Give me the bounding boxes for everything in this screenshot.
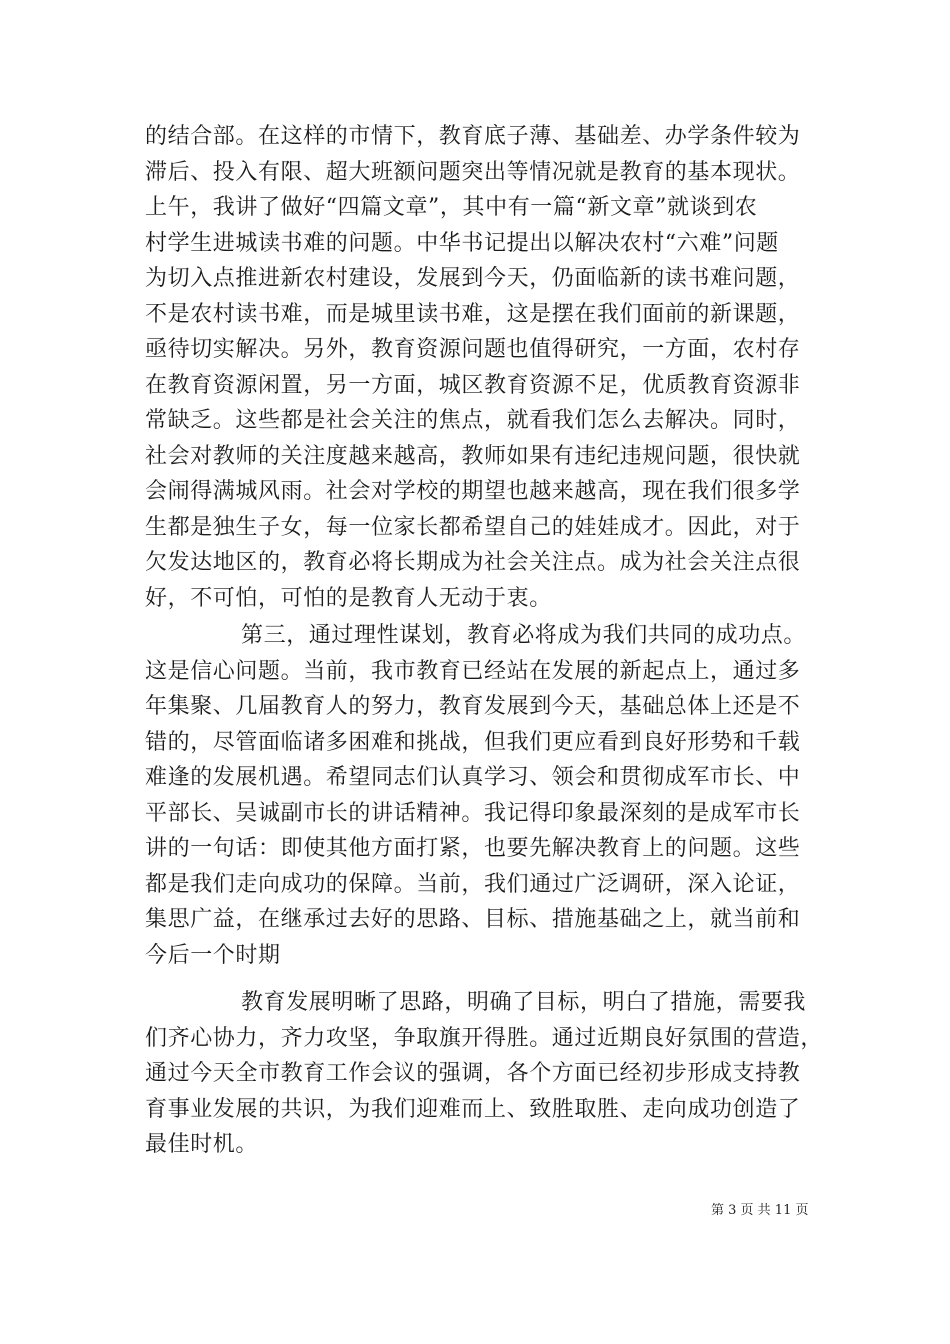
text-line: 错的，尽管面临诸多困难和挑战，但我们更应看到良好形势和千载 [145, 729, 801, 755]
text-line: 上午，我讲了做好“四篇文章”，其中有一篇“新文章”就谈到农 [145, 195, 758, 220]
text-line: 村学生进城读书难的问题。中华书记提出以解决农村“六难”问题 [145, 230, 779, 256]
text-line: 的结合部。在这样的市情下，教育底子薄、基础差、办学条件较为 [145, 124, 801, 149]
text-line: 滞后、投入有限、超大班额问题突出等情况就是教育的基本现状。 [145, 159, 801, 185]
text-line: 生都是独生子女，每一位家长都希望自己的娃娃成才。因此，对于 [145, 514, 801, 540]
text-line: 讲的一句话：即使其他方面打紧，也要先解决教育上的问题。这些 [145, 836, 801, 861]
page-number-footer: 第 3 页 共 11 页 [711, 1203, 809, 1218]
text-line: 常缺乏。这些都是社会关注的焦点，就看我们怎么去解决。同时， [145, 408, 801, 433]
text-line: 第三，通过理性谋划，教育必将成为我们共同的成功点。 [241, 623, 807, 648]
text-line: 集思广益，在继承过去好的思路、目标、措施基础之上，就当前和 [145, 907, 801, 932]
text-line: 育事业发展的共识，为我们迎难而上、致胜取胜、走向成功创造了 [145, 1096, 801, 1122]
text-line: 这是信心问题。当前，我市教育已经站在发展的新起点上，通过多 [145, 658, 801, 684]
text-line: 最佳时机。 [145, 1132, 259, 1157]
text-line: 不是农村读书难，而是城里读书难，这是摆在我们面前的新课题， [145, 301, 801, 327]
text-line: 难逢的发展机遇。希望同志们认真学习、领会和贯彻成军市长、中 [145, 765, 801, 790]
text-line: 欠发达地区的，教育必将长期成为社会关注点。成为社会关注点很 [145, 550, 801, 575]
text-line: 平部长、吴诚副市长的讲话精神。我记得印象最深刻的是成军市长 [145, 800, 801, 826]
body-text [145, 119, 825, 1163]
paragraph-1 [145, 119, 825, 616]
text-line: 社会对教师的关注度越来越高，教师如果有违纪违规问题，很快就 [145, 443, 801, 469]
text-line: 们齐心协力，齐力攻坚，争取旗开得胜。通过近期良好氛围的营造， [145, 1025, 824, 1051]
text-line: 年集聚、几届教育人的努力，教育发展到今天，基础总体上还是不 [145, 694, 801, 719]
text-line: 通过今天全市教育工作会议的强调，各个方面已经初步形成支持教 [145, 1061, 801, 1086]
text-line: 教育发展明晰了思路，明确了目标，明白了措施，需要我 [241, 990, 807, 1015]
text-line: 在教育资源闲置，另一方面，城区教育资源不足，优质教育资源非 [145, 372, 801, 398]
text-line: 会闹得满城风雨。社会对学校的期望也越来越高，现在我们很多学 [145, 479, 801, 504]
text-line: 都是我们走向成功的保障。当前，我们通过广泛调研，深入论证， [145, 871, 801, 897]
paragraph-3 [145, 985, 825, 1163]
text-line: 好，不可怕，可怕的是教育人无动于衷。 [145, 585, 552, 611]
text-line: 亟待切实解决。另外，教育资源问题也值得研究，一方面，农村存 [145, 337, 801, 362]
paragraph-2 [145, 618, 825, 973]
text-line: 为切入点推进新农村建设，发展到今天，仍面临新的读书难问题， [145, 266, 801, 291]
text-line: 今后一个时期 [145, 942, 281, 968]
